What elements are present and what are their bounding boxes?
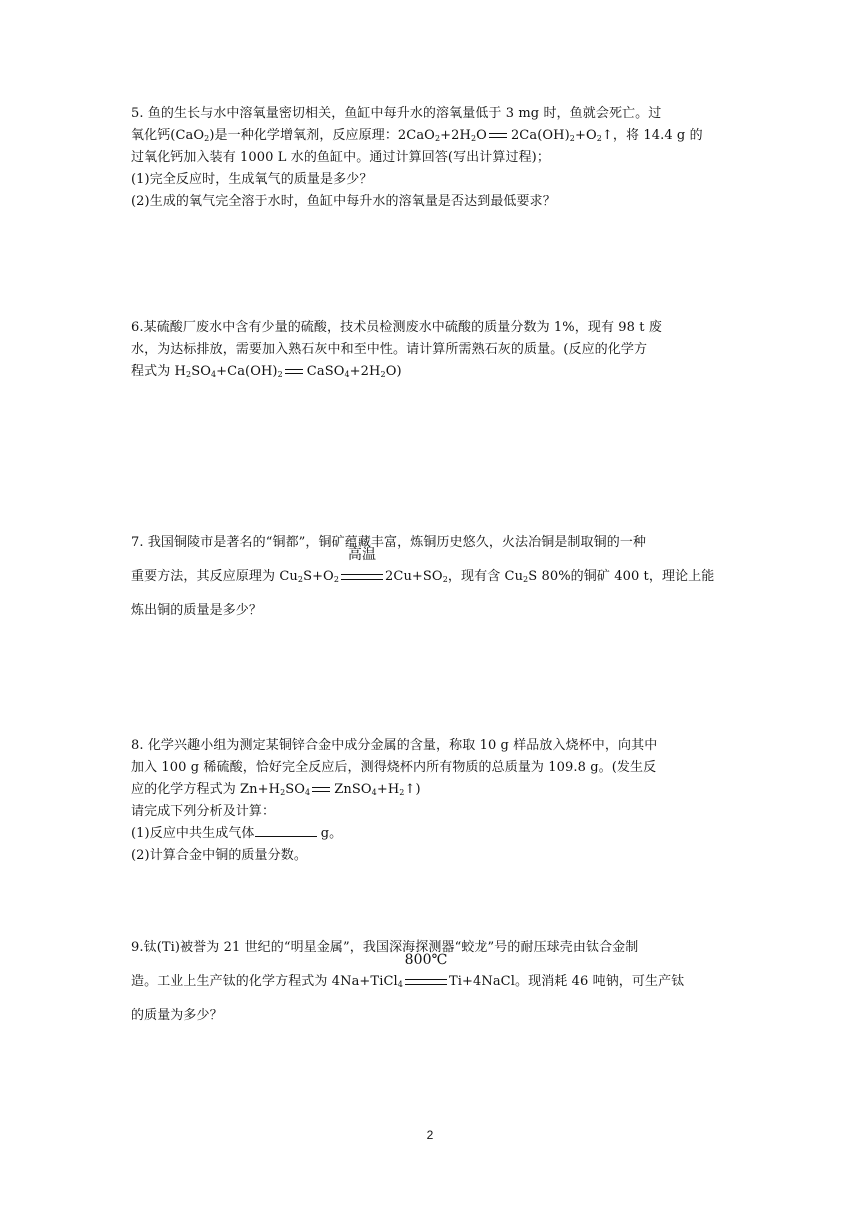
question-8 bbox=[131, 735, 731, 867]
q6-line-1: 6.某硫酸厂废水中含有少量的硫酸，技术员检测废水中硫酸的质量分数为 1%，现有 98 t 废 bbox=[131, 320, 662, 335]
q5-line-1: 5. 鱼的生长与水中溶氧量密切相关，鱼缸中每升水的溶氧量低于 3 mg 时，鱼就会死亡。过 bbox=[131, 106, 662, 121]
q5-part-1: (1)完全反应时，生成氧气的质量是多少？ bbox=[131, 172, 373, 187]
page-number: 2 bbox=[426, 1128, 434, 1142]
q8-part-2: (2)计算合金中铜的质量分数。 bbox=[131, 848, 307, 863]
q7-line-2: 重要方法，其反应原理为 $Cu_2S+O_2$ 高温 $2Cu+SO_2$，现有含 $Cu_2S$ 80%的铜矿 400 t，理论上能 bbox=[131, 554, 731, 600]
q5-line-3: 过氧化钙加入装有 1000 L 水的鱼缸中。通过计算回答(写出计算过程)； bbox=[131, 150, 550, 165]
reaction-condition: 高温 bbox=[339, 566, 385, 588]
q5-line-2: 氧化钙(CaO$_2$)是一种化学增氧剂，反应原理：$2CaO_2+2H_2O$ $2Ca(OH)_2+O_2↑$，将 14.4 g 的 bbox=[131, 128, 703, 143]
equals-sign bbox=[312, 787, 330, 792]
q9-line-3: 的质量为多少？ bbox=[131, 1008, 223, 1023]
q9-line-1: 9.钛(Ti)被誉为 21 世纪的“明星金属”，我国深海探测器“蛟龙”号的耐压球壳由钛合金制 bbox=[131, 940, 639, 955]
q8-line-3: 应的化学方程式为 $Zn+H_2SO_4$ $ZnSO_4+H_2↑$) bbox=[131, 782, 421, 797]
reaction-condition: 800℃ bbox=[403, 971, 449, 993]
question-6 bbox=[131, 317, 731, 383]
q5-part-2: (2)生成的氧气完全溶于水时，鱼缸中每升水的溶氧量是否达到最低要求？ bbox=[131, 194, 556, 209]
q6-line-3: 程式为 $H_2SO_4+Ca(OH)_2$ $CaSO_4+2H_2O$) bbox=[131, 364, 402, 379]
q7-line-3: 炼出铜的质量是多少？ bbox=[131, 603, 263, 618]
question-5 bbox=[131, 103, 731, 213]
answer-blank[interactable] bbox=[255, 824, 317, 837]
q8-line-2: 加入 100 g 稀硫酸，恰好完全反应后，测得烧杯内所有物质的总质量为 109.8 g。(发生反 bbox=[131, 760, 657, 775]
equals-sign bbox=[285, 369, 303, 374]
q8-line-1: 8. 化学兴趣小组为测定某铜锌合金中成分金属的含量，称取 10 g 样品放入烧杯中，向其中 bbox=[131, 738, 658, 753]
question-9 bbox=[131, 937, 731, 1027]
q8-part-1: (1)反应中共生成气体 g。 bbox=[131, 826, 343, 841]
question-7 bbox=[131, 532, 731, 622]
q8-line-4: 请完成下列分析及计算： bbox=[131, 804, 276, 819]
q7-line-1: 7. 我国铜陵市是著名的“铜都”，铜矿蕴藏丰富，炼铜历史悠久，火法冶铜是制取铜的一种 bbox=[131, 535, 647, 550]
equals-sign bbox=[489, 133, 507, 138]
q6-line-2: 水，为达标排放，需要加入熟石灰中和至中性。请计算所需熟石灰的质量。(反应的化学方 bbox=[131, 342, 648, 357]
q9-line-2: 造。工业上生产钛的化学方程式为 4Na+TiCl$_4$ 800℃ Ti+4NaCl。现消耗 46 吨钠，可生产钛 bbox=[131, 959, 731, 1005]
